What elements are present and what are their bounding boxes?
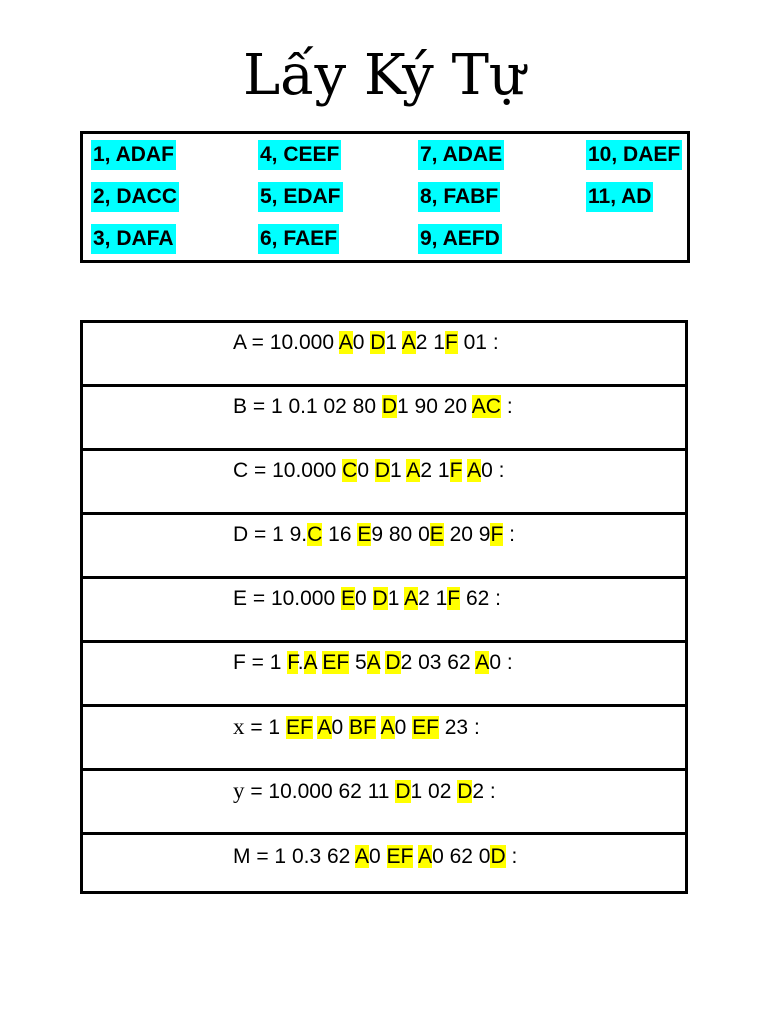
expression-row: [80, 576, 688, 643]
expression-segment: A = 10.000: [233, 331, 339, 354]
expression-table: [80, 320, 686, 892]
expression-segment: 2 1: [420, 459, 450, 482]
expression-segment: C = 10.000: [233, 459, 343, 482]
expression-text: [233, 455, 505, 487]
answer-item: 9, AEFD: [418, 224, 502, 254]
page-title: Lấy Ký Tự: [242, 43, 526, 108]
highlighted-char: E: [357, 523, 372, 546]
expression-segment: :: [505, 845, 518, 868]
expression-segment: 0 :: [481, 459, 505, 482]
highlighted-char: F: [490, 523, 504, 546]
expression-row: [80, 384, 688, 451]
highlighted-char: D: [490, 845, 506, 868]
expression-text: [233, 391, 513, 423]
answer-item: 2, DACC: [91, 182, 179, 212]
highlighted-char: F: [287, 651, 298, 674]
answer-box: [80, 131, 690, 263]
answer-item: 7, ADAE: [418, 140, 504, 170]
expression-segment: 0: [355, 587, 373, 610]
highlighted-char: A: [404, 587, 419, 610]
expression-row: [80, 704, 688, 771]
expression-segment: y: [233, 778, 245, 803]
expression-segment: x: [233, 714, 245, 739]
expression-segment: 0: [369, 845, 387, 868]
expression-segment: 0: [394, 716, 413, 739]
highlighted-char: EF: [285, 716, 313, 739]
highlighted-char: A: [418, 845, 433, 868]
highlighted-char: D: [385, 651, 401, 674]
expression-segment: 23 :: [438, 716, 480, 739]
expression-segment: 16: [322, 523, 358, 546]
answer-item: 5, EDAF: [258, 182, 343, 212]
expression-segment: = 10.000 62 11: [244, 780, 396, 803]
expression-segment: 20 9: [443, 523, 491, 546]
highlighted-char: F: [444, 331, 458, 354]
highlighted-char: A: [380, 716, 395, 739]
expression-segment: :: [500, 395, 513, 418]
expression-row: [80, 768, 688, 835]
expression-segment: 0: [331, 716, 350, 739]
answer-item: 6, FAEF: [258, 224, 339, 254]
expression-segment: 0: [352, 331, 371, 354]
expression-text: [233, 841, 517, 873]
highlighted-char: A: [338, 331, 353, 354]
highlighted-char: A: [467, 459, 482, 482]
expression-segment: 9 80 0: [371, 523, 430, 546]
expression-segment: 01 :: [457, 331, 499, 354]
expression-row: [80, 640, 688, 707]
highlighted-char: D: [370, 331, 386, 354]
highlighted-char: BF: [349, 716, 376, 739]
answer-item: 10, DAEF: [586, 140, 682, 170]
expression-segment: 2 03 62: [400, 651, 476, 674]
highlighted-char: A: [475, 651, 490, 674]
highlighted-char: EF: [386, 845, 414, 868]
highlighted-char: EF: [412, 716, 439, 739]
expression-segment: [376, 716, 381, 739]
expression-segment: 62 :: [460, 587, 501, 610]
highlighted-char: AC: [471, 395, 501, 418]
expression-segment: .: [297, 651, 304, 674]
expression-text: [233, 327, 499, 359]
expression-text: [233, 711, 480, 744]
highlighted-char: E: [341, 587, 356, 610]
answer-item: 8, FABF: [418, 182, 500, 212]
expression-row: [80, 512, 688, 579]
highlighted-char: D: [374, 459, 391, 482]
expression-text: [233, 583, 501, 615]
answer-item: 11, AD: [586, 182, 653, 212]
expression-segment: B = 1 0.1 02 80: [233, 395, 382, 418]
expression-segment: 1: [385, 331, 402, 354]
highlighted-char: A: [401, 331, 416, 354]
expression-segment: 0: [357, 459, 375, 482]
highlighted-char: A: [355, 845, 370, 868]
highlighted-char: F: [447, 587, 461, 610]
expression-segment: 0 :: [489, 651, 513, 674]
expression-segment: 1: [390, 459, 407, 482]
highlighted-char: D: [457, 780, 473, 803]
expression-segment: :: [503, 523, 515, 546]
expression-text: [233, 775, 496, 808]
expression-segment: 2 :: [472, 780, 496, 803]
highlighted-char: E: [429, 523, 444, 546]
expression-segment: 1 02: [410, 780, 458, 803]
highlighted-char: D: [372, 587, 388, 610]
highlighted-char: C: [342, 459, 358, 482]
expression-segment: M = 1 0.3 62: [233, 845, 356, 868]
answer-item: 1, ADAF: [91, 140, 176, 170]
expression-row: [80, 448, 688, 515]
expression-segment: 5: [349, 651, 367, 674]
highlighted-char: D: [381, 395, 398, 418]
expression-segment: = 1: [244, 716, 286, 739]
expression-segment: D = 1 9.: [233, 523, 308, 546]
highlighted-char: A: [366, 651, 380, 674]
answer-item: 4, CEEF: [258, 140, 341, 170]
answer-item: 3, DAFA: [91, 224, 176, 254]
highlighted-char: A: [317, 716, 332, 739]
expression-segment: 1: [387, 587, 405, 610]
expression-row: [80, 832, 688, 894]
highlighted-char: F: [449, 459, 463, 482]
expression-segment: 1 90 20: [397, 395, 472, 418]
highlighted-char: A: [303, 651, 317, 674]
highlighted-char: D: [395, 780, 411, 803]
expression-segment: 2 1: [415, 331, 445, 354]
expression-text: [233, 519, 515, 551]
highlighted-char: EF: [322, 651, 350, 674]
expression-segment: 0 62 0: [432, 845, 491, 868]
expression-segment: 2 1: [418, 587, 448, 610]
expression-segment: F = 1: [233, 651, 288, 674]
highlighted-char: A: [406, 459, 421, 482]
expression-row: [80, 320, 688, 387]
expression-text: [233, 647, 513, 679]
expression-segment: E = 10.000: [233, 587, 342, 610]
highlighted-char: C: [307, 523, 323, 546]
